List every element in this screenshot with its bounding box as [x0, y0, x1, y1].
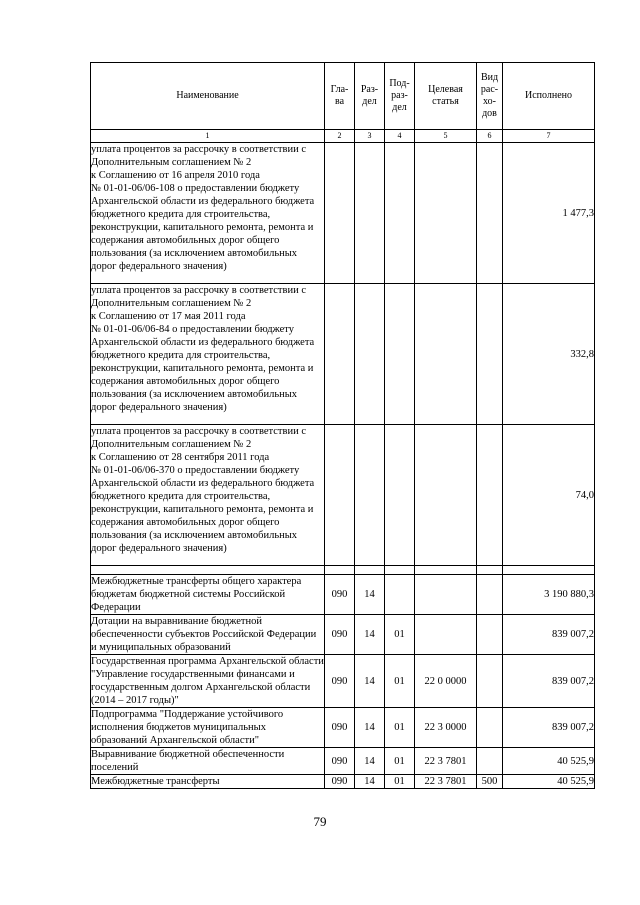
row-name: Подпрограмма "Поддержание устойчивого исполнения бюджетов муниципальных образований Архангельской области": [91, 708, 325, 748]
row-chapter: 090: [325, 775, 355, 789]
row-name: Межбюджетные трансферты: [91, 775, 325, 789]
row-section: 14: [355, 655, 385, 708]
row-name: Выравнивание бюджетной обеспеченности поселений: [91, 748, 325, 775]
row-name: уплата процентов за рассрочку в соответствии с Дополнительным соглашением № 2 к Соглашению от 16 апреля 2010 года № 01-01-06/06-108 о предоставлении бюджету Архангельской области из федерального бюджета бюджетного кредита для строительства, реконструкции, капитального ремонта, ремонта и содержания автомобильных дорог общего пользования (за исключением автомобильных дорог федерального значения): [91, 143, 325, 284]
row-expense-type: [477, 284, 503, 425]
row-subsection: 01: [385, 775, 415, 789]
table-row: [91, 615, 595, 655]
row-section: [355, 143, 385, 284]
row-name: уплата процентов за рассрочку в соответствии с Дополнительным соглашением № 2 к Соглашению от 28 сентября 2011 года № 01-01-06/06-370 о предоставлении бюджету Архангельской области из федерального бюджета бюджетного кредита для строительства, реконструкции, капитального ремонта, ремонта и содержания автомобильных дорог общего пользования (за исключением автомобильных дорог федерального значения): [91, 425, 325, 566]
row-amount: [503, 566, 595, 575]
row-chapter: [325, 143, 355, 284]
row-chapter: 090: [325, 615, 355, 655]
row-target-item: [415, 284, 477, 425]
row-section: [355, 566, 385, 575]
row-section: 14: [355, 748, 385, 775]
row-amount: 1 477,3: [503, 143, 595, 284]
row-amount: 839 007,2: [503, 655, 595, 708]
row-expense-type: [477, 615, 503, 655]
row-target-item: [415, 575, 477, 615]
row-chapter: [325, 425, 355, 566]
table-row: [91, 655, 595, 708]
header-name: Наименование: [91, 63, 325, 130]
budget-table: [90, 62, 595, 789]
page-number: 79: [313, 814, 327, 829]
header-target-item: Целевая статья: [415, 63, 477, 130]
row-name: [91, 566, 325, 575]
row-subsection: [385, 143, 415, 284]
header-section: Раз- дел: [355, 63, 385, 130]
row-amount: 839 007,2: [503, 708, 595, 748]
row-expense-type: 500: [477, 775, 503, 789]
row-name: уплата процентов за рассрочку в соответствии с Дополнительным соглашением № 2 к Соглашению от 17 мая 2011 года № 01-01-06/06-84 о предоставлении бюджету Архангельской области из федерального бюджета бюджетного кредита для строительства, реконструкции, капитального ремонта, ремонта и содержания автомобильных дорог общего пользования (за исключением автомобильных дорог федерального значения): [91, 284, 325, 425]
row-expense-type: [477, 425, 503, 566]
column-number: 4: [385, 130, 415, 143]
row-amount: 332,8: [503, 284, 595, 425]
row-expense-type: [477, 575, 503, 615]
row-expense-type: [477, 566, 503, 575]
row-chapter: 090: [325, 708, 355, 748]
table-row: [91, 143, 595, 284]
column-number: 2: [325, 130, 355, 143]
table-row: [91, 708, 595, 748]
row-chapter: 090: [325, 748, 355, 775]
row-target-item: [415, 143, 477, 284]
row-section: [355, 425, 385, 566]
column-number: 3: [355, 130, 385, 143]
header-executed: Исполнено: [503, 63, 595, 130]
table-row: [91, 284, 595, 425]
column-number-row: [91, 130, 595, 143]
row-expense-type: [477, 708, 503, 748]
row-subsection: [385, 284, 415, 425]
header-expense-type: Вид рас- хо- дов: [477, 63, 503, 130]
column-number: 5: [415, 130, 477, 143]
row-target-item: [415, 615, 477, 655]
row-expense-type: [477, 748, 503, 775]
row-name: Государственная программа Архангельской области "Управление государственными финансами и государственным долгом Архангельской области (2014 – 2017 годы)": [91, 656, 324, 706]
row-subsection: 01: [385, 655, 415, 708]
row-expense-type: [477, 143, 503, 284]
row-name: Межбюджетные трансферты общего характера бюджетам бюджетной системы Российской Федерации: [91, 575, 325, 615]
table-row: [91, 775, 595, 789]
row-section: 14: [355, 615, 385, 655]
row-name: Дотации на выравнивание бюджетной обеспеченности субъектов Российской Федерации и муниципальных образований: [91, 615, 325, 655]
row-amount: 40 525,9: [503, 775, 595, 789]
row-subsection: [385, 566, 415, 575]
row-subsection: [385, 575, 415, 615]
row-amount: 74,0: [503, 425, 595, 566]
row-target-item: 22 0 0000: [415, 655, 477, 708]
row-amount: 839 007,2: [503, 615, 595, 655]
row-target-item: [415, 425, 477, 566]
row-subsection: 01: [385, 748, 415, 775]
row-subsection: [385, 425, 415, 566]
row-target-item: 22 3 7801: [415, 748, 477, 775]
row-target-item: 22 3 7801: [415, 775, 477, 789]
column-number: 1: [91, 130, 325, 143]
table-row: [91, 748, 595, 775]
empty-row: [91, 566, 595, 575]
row-expense-type: [477, 655, 503, 708]
row-chapter: 090: [325, 575, 355, 615]
row-chapter: 090: [325, 655, 355, 708]
row-target-item: 22 3 0000: [415, 708, 477, 748]
row-section: 14: [355, 708, 385, 748]
header-chapter: Гла- ва: [325, 63, 355, 130]
row-amount: 3 190 880,3: [503, 575, 595, 615]
row-subsection: 01: [385, 708, 415, 748]
row-target-item: [415, 566, 477, 575]
column-number: 7: [503, 130, 595, 143]
row-amount: 40 525,9: [503, 748, 595, 775]
row-section: 14: [355, 575, 385, 615]
table-row: [91, 425, 595, 566]
header-row: [91, 63, 595, 130]
row-subsection: 01: [385, 615, 415, 655]
header-subsection: Под- раз- дел: [385, 63, 415, 130]
table-row: [91, 575, 595, 615]
row-chapter: [325, 284, 355, 425]
row-section: 14: [355, 775, 385, 789]
row-chapter: [325, 566, 355, 575]
column-number: 6: [477, 130, 503, 143]
row-section: [355, 284, 385, 425]
